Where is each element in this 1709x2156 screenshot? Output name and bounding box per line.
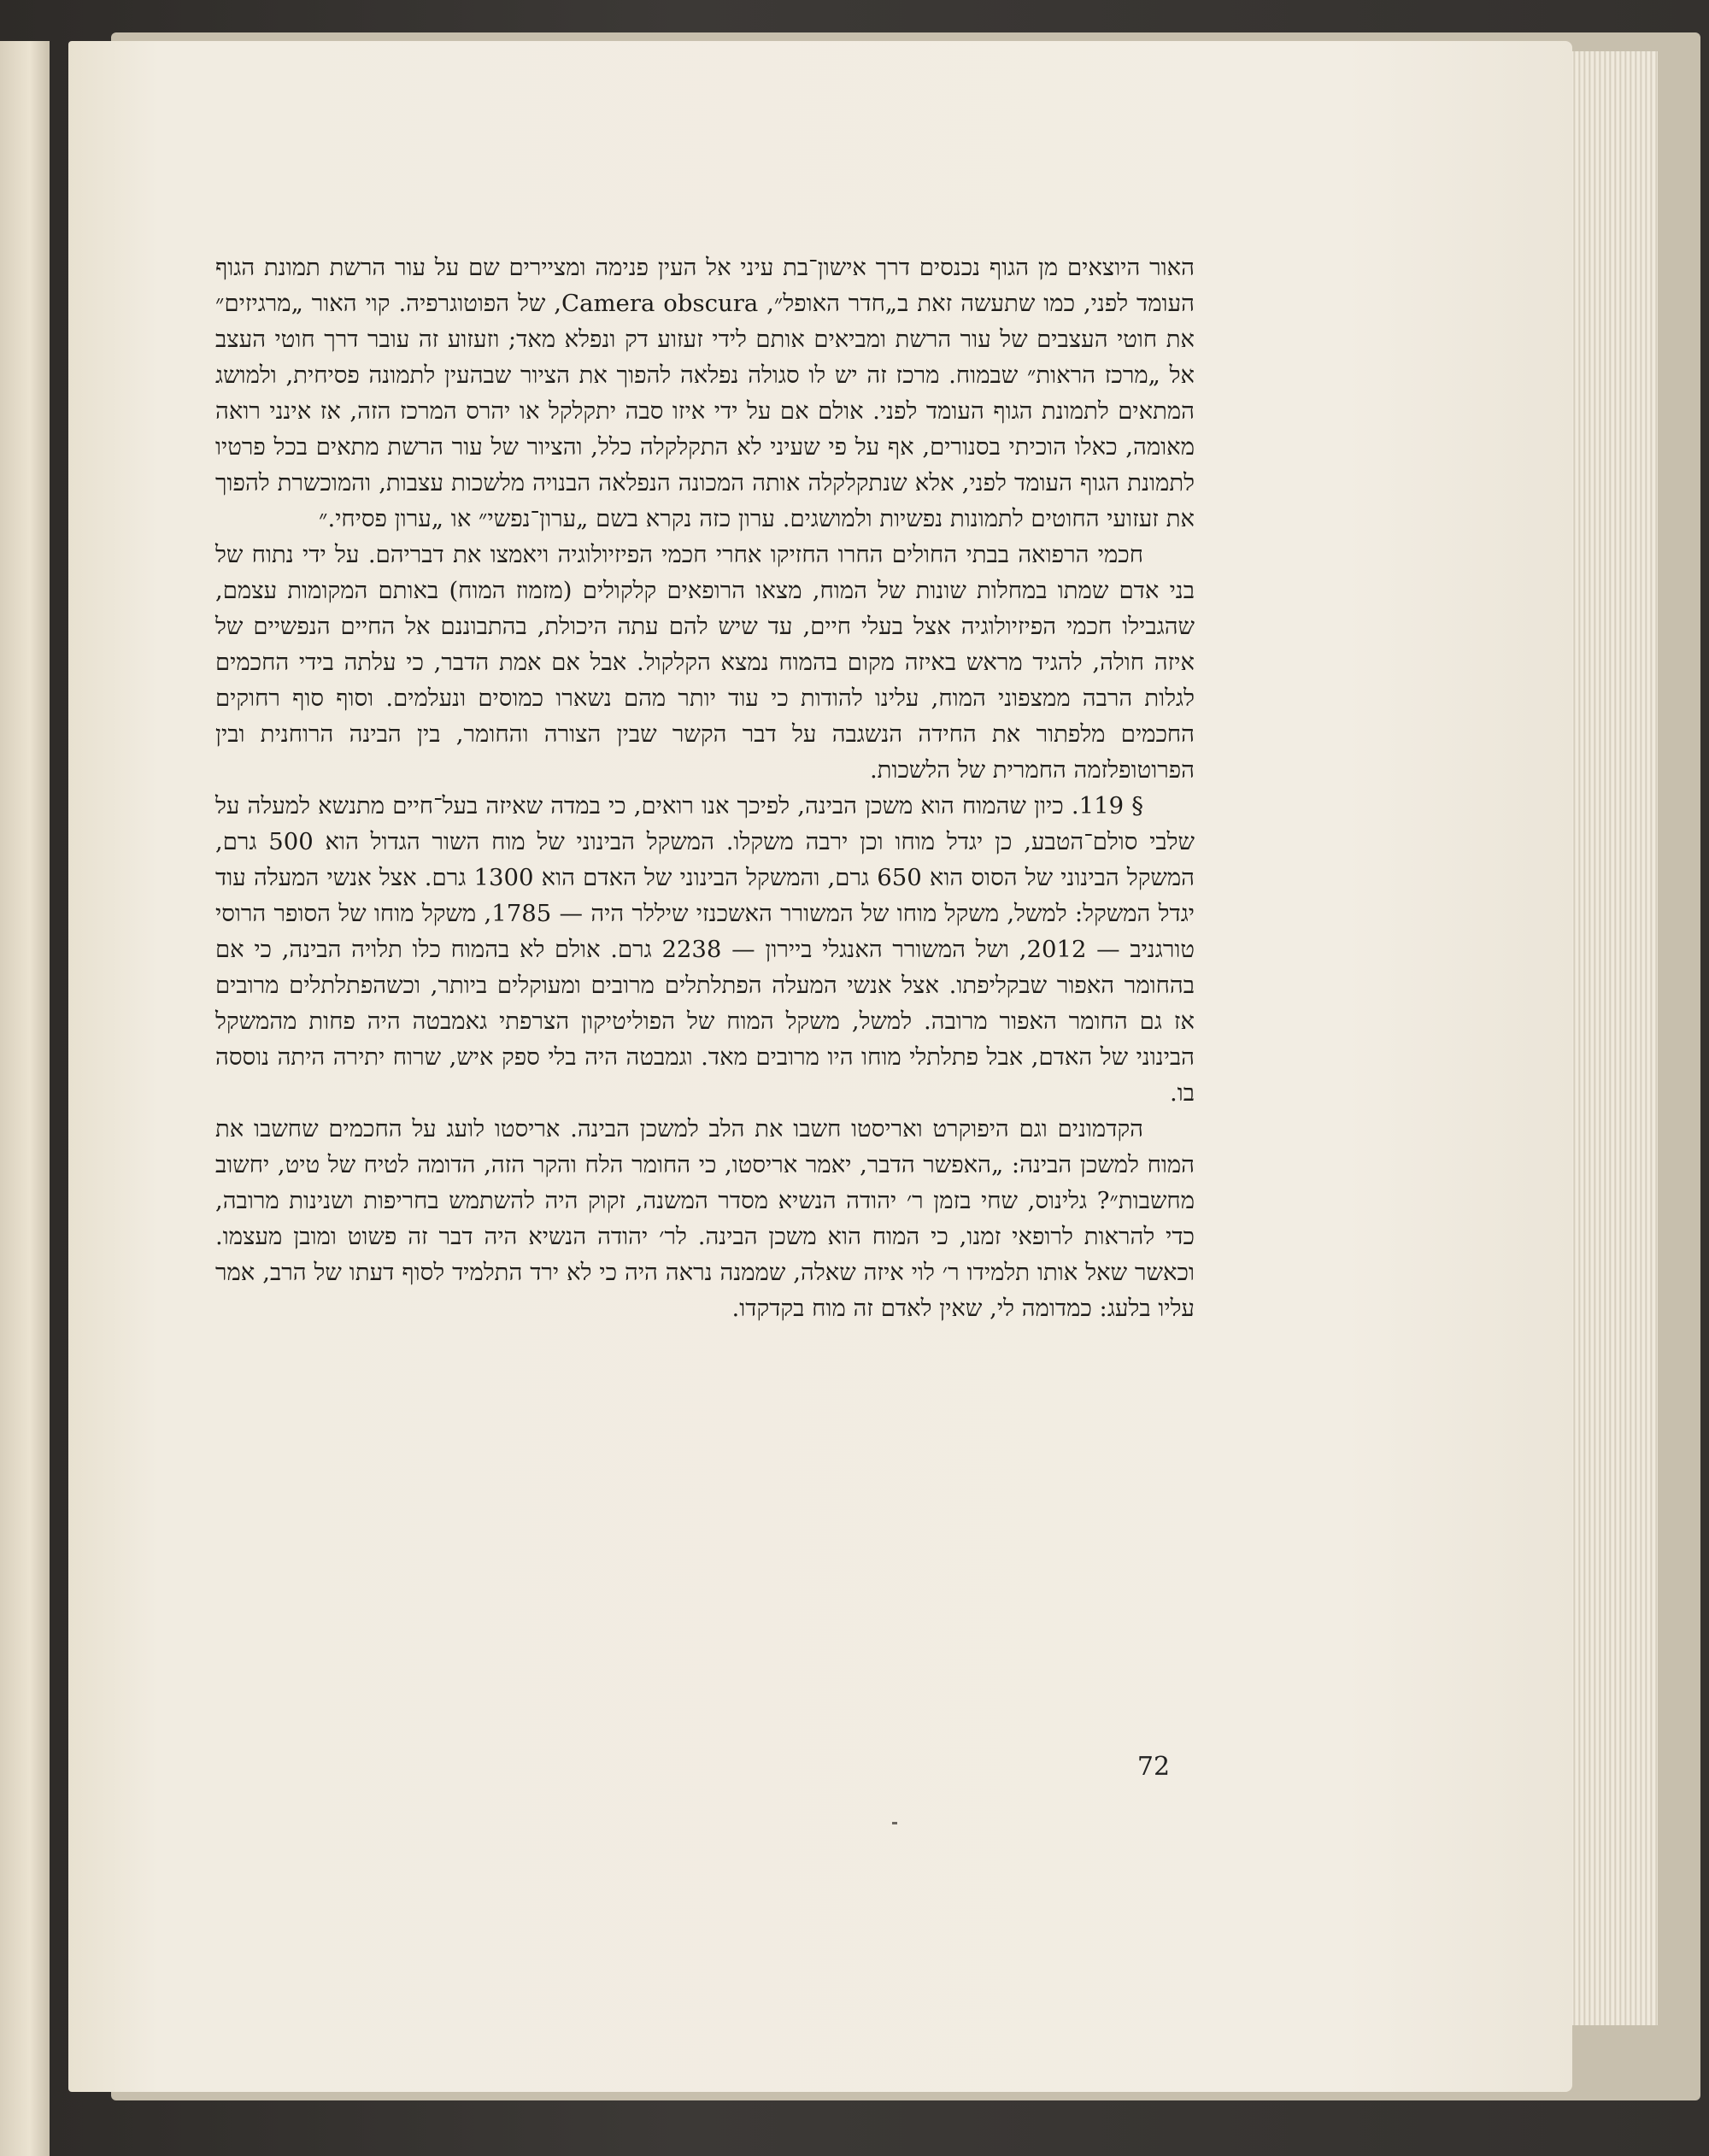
ink-mark: [892, 1822, 897, 1824]
paragraph-4: הקדמונים וגם היפוקרט ואריסטו חשבו את הלב למשכן הבינה. אריסטו לועג על החכמים שחשבו את המוח למשכן הבינה: „האפשר הדבר, יאמר אריסטו, כי החומר הלח והקר הזה, הדומה לטיח של טיט, יחשוב מחשבות״? גלינוס, שחי בזמן ר׳ יהודה הנשיא מסדר המשנה, זקוק היה להשתמש בחריפות ושנינות מרובה, כדי להראות לרופאי זמנו, כי המוח הוא משכן הבינה. לר׳ יהודה הנשיא היה דבר זה פשוט ומובן מעצמו. וכאשר שאל אותו תלמידו ר׳ לוי איזה שאלה, שממנה נראה היה כי לא ירד התלמיד לסוף דעתו של הרב, אמר עליו בלעג: כמדומה לי, שאין לאדם זה מוח בקדקדו.: [215, 1115, 1195, 1322]
paragraph-2: חכמי הרפואה בבתי החולים החרו החזיקו אחרי חכמי הפיזיולוגיה ויאמצו את דבריהם. על ידי נתוח של בני אדם שמתו במחלות שונות של המוח, מצאו הרופאים קלקולים (מזמוז המוח) באותם המקומות עצמם, שהגבילו חכמי הפיזיולוגיה אצל בעלי חיים, עד שיש להם עתה היכולת, בהתבוננם אל החיים הנפשיים של איזה חולה, להגיד מראש באיזה מקום בהמוח נמצא הקלקול. אבל אם אמת הדבר, כי עלתה בידי החכמים לגלות הרבה ממצפוני המוח, עלינו להודות כי עוד יותר מהם נשארו כמוסים ונעלמים. וסוף סוף רחוקים החכמים מלפתור את החידה הנשגבה על דבר הקשר שבין הצורה והחומר, בין הבינה הרוחנית ובין הפרוטופלזמה החמרית של הלשכות.: [215, 541, 1195, 784]
left-page-edge: [0, 41, 50, 2156]
page-number: 72: [1136, 1752, 1171, 1782]
paragraph-1: האור היוצאים מן הגוף נכנסים דרך אישון־בת עיני אל העין פנימה ומציירים שם על עור הרשת תמונת הגוף העומד לפני, כמו שתעשה זאת ב„חדר האופל״, Camera obscura, של הפוטוגרפיה. קוי האור „מרגיזים״ את חוטי העצבים של עור הרשת ומביאים אותם לידי זעזוע דק ונפלא מאד; וזעזוע זה עובר דרך חוטי העצב אל „מרכז הראות״ שבמוח. מרכז זה יש לו סגולה נפלאה להפוך את הציור שבהעין לתמונה פסיחית, ולמושג המתאים לתמונת הגוף העומד לפני. אולם אם על ידי איזו סבה יתקלקל או יהרס המרכז הזה, אז אינני רואה מאומה, כאלו הוכיתי בסנורים, אף על פי שעיני לא התקלקלה כלל, והציור של עור הרשת מתאים בכל פרטיו לתמונת הגוף העומד לפני, אלא שנתקלקלה אותה המכונה הנפלאה הבנויה מלשכות עצבות, והמוכשרת להפוך את זעזועי החוטים לתמונות נפשיות ולמושגים. ערון כזה נקרא בשם „ערון־נפשי״ או „ערון פסיחי.״: [215, 254, 1195, 532]
paragraph-3: § 119. כיון שהמוח הוא משכן הבינה, לפיכך אנו רואים, כי במדה שאיזה בעל־חיים מתנשא למעלה על שלבי סולם־הטבע, כן יגדל מוחו וכן ירבה משקלו. המשקל הבינוני של מוח השור הגדול הוא 500 גרם, המשקל הבינוני של הסוס הוא 650 גרם, והמשקל הבינוני של האדם הוא 1300 גרם. אצל אנשי המעלה עוד יגדל המשקל: למשל, משקל מוחו של המשורר האשכנזי שיללר היה — 1785, משקל מוחו של הסופר הרוסי טורגניב — 2012, ושל המשורר האנגלי ביירון — 2238 גרם. אולם לא בהמוח כלו תלויה הבינה, כי אם בהחומר האפור שבקליפתו. אצל אנשי המעלה הפתלתלים מרובים ומעוקלים ביותר, וכשהפתלתלים מרובים אז גם החומר האפור מרובה. למשל, משקל המוח של הפוליטיקון הצרפתי גאמבטה היה פחות מהמשקל הבינוני של האדם, אבל פתלתלי מוחו היו מרובים מאד. וגמבטה היה בלי ספק איש, שרוח יתירה היתה נוססה בו.: [215, 792, 1195, 1107]
page-text: [215, 250, 1195, 1326]
